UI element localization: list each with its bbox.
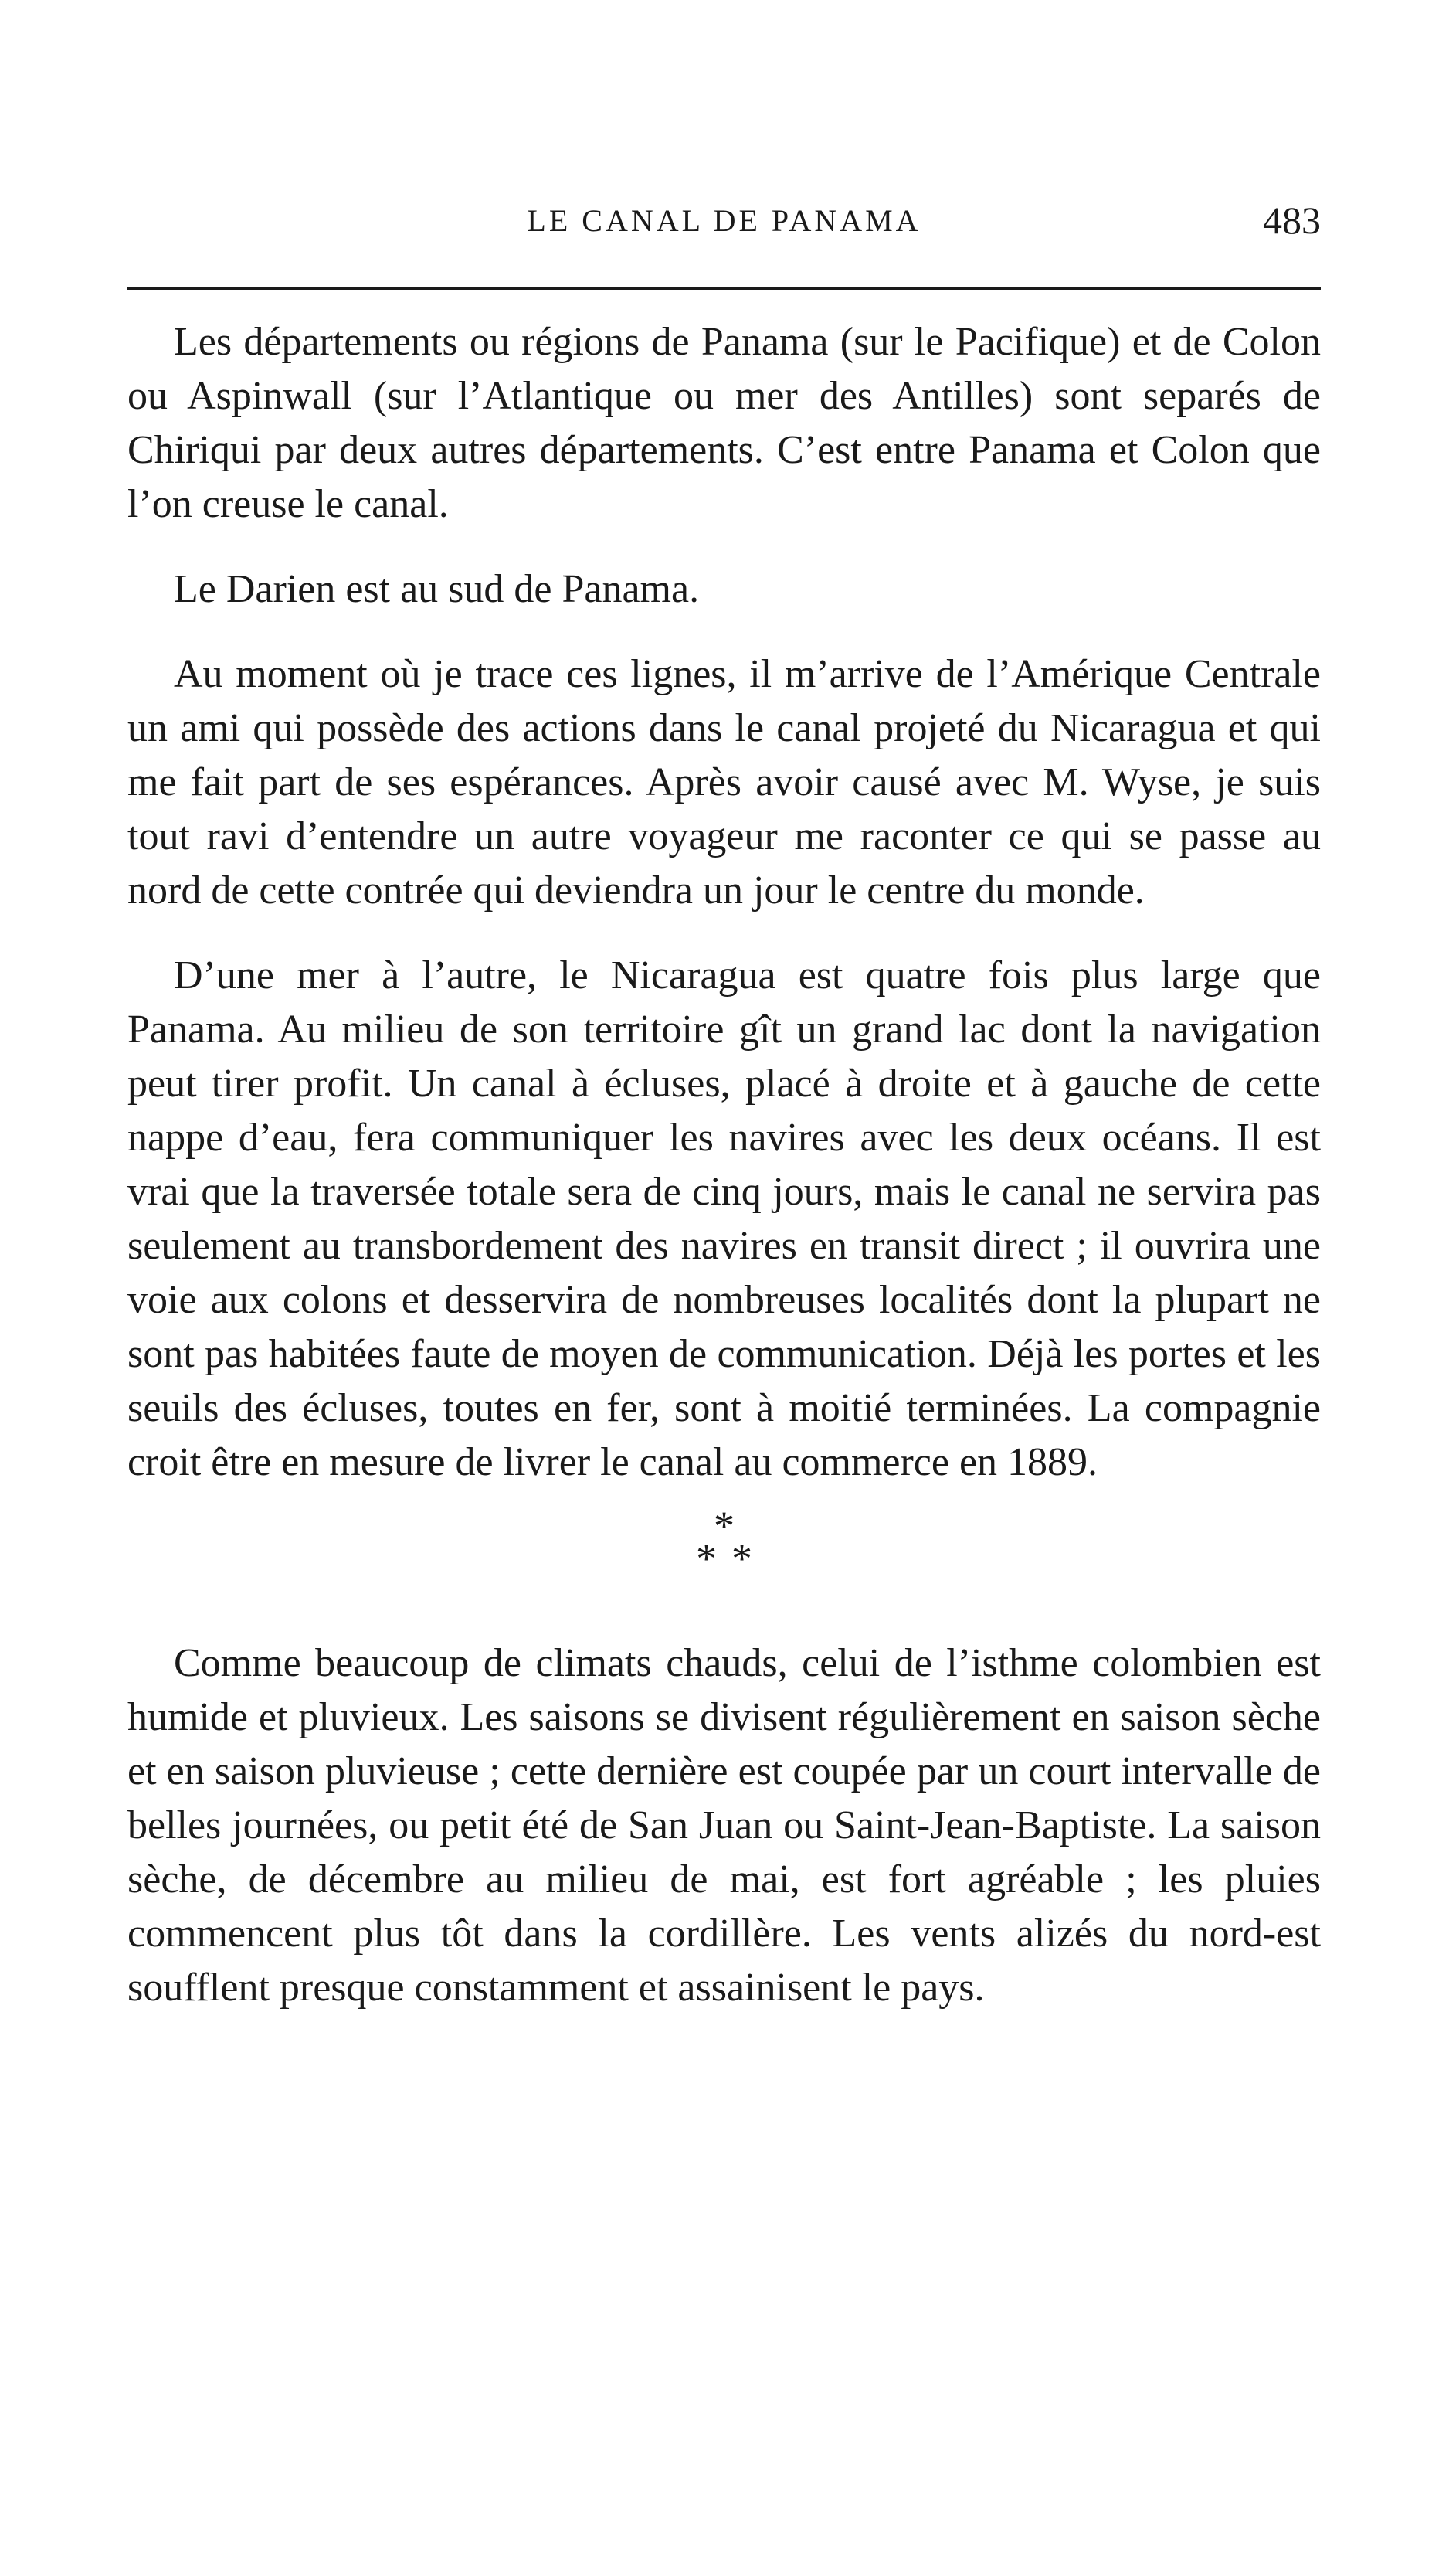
body-text — [127, 315, 1321, 2015]
asterism-star: * — [696, 1535, 718, 1582]
paragraph-nicaragua-canal: D’une mer à l’autre, le Nicaragua est quatre fois plus large que Panama. Au milieu de son territoire gît un grand lac dont la navigation peut tirer profit. Un canal à écluses, placé à droite et à gauche de cette nappe d’eau, fera communiquer les navires avec les deux océans. Il est vrai que la traversée totale sera de cinq jours, mais le canal ne servira pas seulement au transbordement des navires en transit direct ; il ouvrira une voie aux colons et desservira de nombreuses localités dont la plupart ne sont pas habitées faute de moyen de communication. Déjà les portes et les seuils des écluses, toutes en fer, sont à moitié terminées. La compagnie croit être en mesure de livrer le canal au commerce en 1889. — [127, 953, 1321, 1484]
paragraph-departements: Les départements ou régions de Panama (sur le Pacifique) et de Colon ou Aspinwall (sur l’Atlantique ou mer des Antilles) sont separés de Chiriqui par deux autres départements. C’est entre Panama et Colon que l’on creuse le canal. — [127, 320, 1321, 526]
asterism-star: * — [731, 1535, 752, 1582]
running-head — [127, 192, 1321, 246]
page-number: 483 — [1263, 199, 1321, 242]
running-title: LE CANAL DE PANAMA — [527, 203, 921, 238]
section-break-asterism — [127, 1490, 1321, 1636]
asterism-star: * — [714, 1503, 735, 1549]
paragraph-darien: Le Darien est au sud de Panama. — [174, 567, 700, 611]
paragraph-climate: Comme beaucoup de climats chauds, celui de l’isthme colombien est humide et pluvieux. Les saisons se divisent régulièrement en saison sèche et en saison pluvieuse ; cette dernière est coupée par un court intervalle de belles journées, ou petit été de San Juan ou Saint-Jean-Baptiste. La saison sèche, de décembre au milieu de mai, est fort agréable ; les pluies commencent plus tôt dans la cordillère. Les vents alizés du nord-est soufflent presque constamment et assainisent le pays. — [127, 1641, 1321, 2010]
header-rule — [127, 287, 1321, 290]
paragraph-nicaragua-friend: Au moment où je trace ces lignes, il m’arrive de l’Amérique Centrale un ami qui possède des actions dans le canal projeté du Nicaragua et qui me fait part de ses espérances. Après avoir causé avec M. Wyse, je suis tout ravi d’entendre un autre voyageur me raconter ce qui se passe au nord de cette contrée qui deviendra un jour le centre du monde. — [127, 652, 1321, 912]
